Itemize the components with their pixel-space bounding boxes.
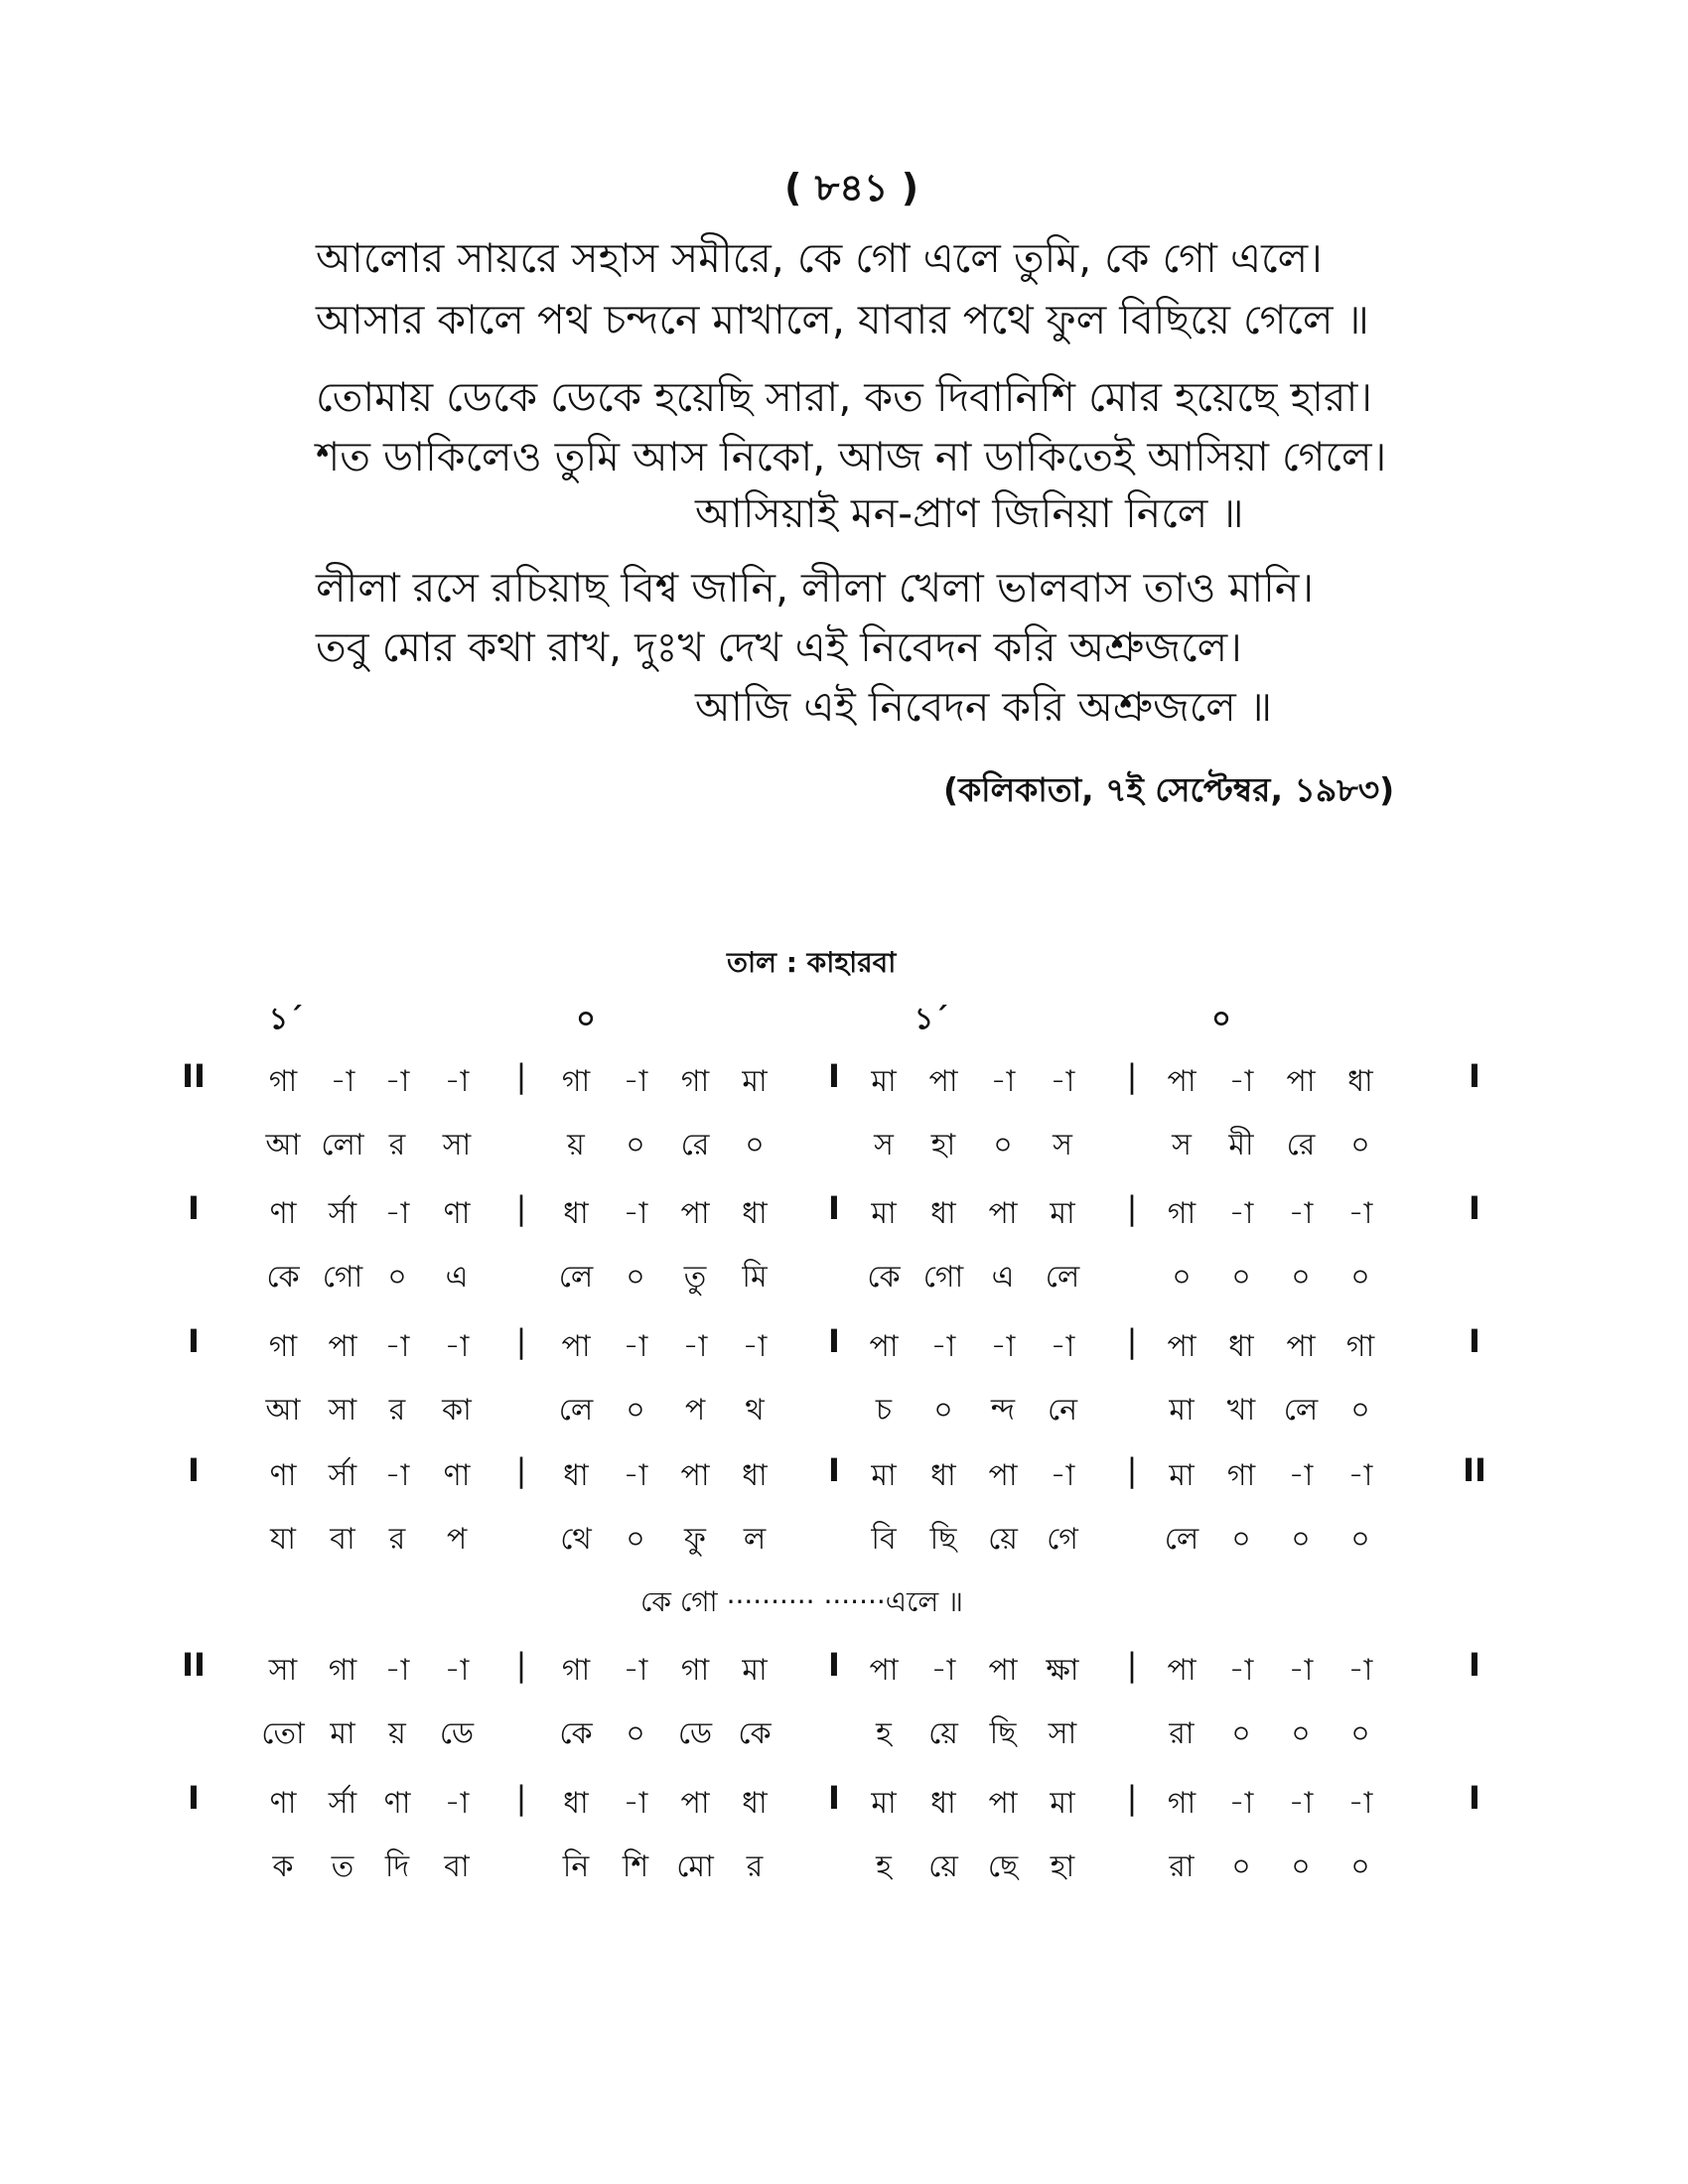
dateline: (কলিকাতা, ৭ই সেপ্টেম্বর, ১৯৮৩) <box>943 770 1395 809</box>
barline: | <box>515 1322 527 1360</box>
note-cell: -া <box>1347 1786 1373 1821</box>
note-cell: গা <box>561 1653 591 1688</box>
note-cell: -া <box>930 1329 956 1364</box>
syllable-cell: রে <box>1286 1128 1316 1162</box>
note-cell: -া <box>444 1786 470 1821</box>
syllable-cell: চ <box>875 1393 893 1428</box>
end-barline: I <box>1469 1057 1480 1095</box>
syllable-cell: ০ <box>933 1393 953 1428</box>
note-cell: গা <box>1226 1458 1256 1493</box>
syllable-cell: ছি <box>929 1522 957 1557</box>
syllable-cell: লো <box>321 1128 364 1162</box>
barline: I <box>828 1322 840 1360</box>
syllable-cell: প <box>684 1393 706 1428</box>
note-cell: -া <box>1288 1653 1314 1688</box>
syllable-cell: সা <box>328 1393 357 1428</box>
note-cell: পা <box>680 1196 710 1231</box>
syllable-cell: ০ <box>1350 1128 1370 1162</box>
note-cell: ণা <box>269 1786 297 1821</box>
note-cell: -া <box>990 1329 1016 1364</box>
syllable-cell: কে <box>867 1260 901 1295</box>
start-barline: I <box>188 1322 200 1360</box>
syllable-cell: ০ <box>1350 1716 1370 1751</box>
note-cell: -া <box>930 1653 956 1688</box>
note-cell: -া <box>1347 1196 1373 1231</box>
note-cell: মা <box>742 1653 768 1688</box>
note-cell: গা <box>561 1064 591 1099</box>
lyric-line: তবু মোর কথা রাখ, দুঃখ দেখ এই নিবেদন করি অশ্রুজলে। <box>316 623 1242 671</box>
syllable-cell: তো <box>261 1716 305 1751</box>
note-cell: -া <box>623 1786 648 1821</box>
barline: | <box>1126 1646 1138 1684</box>
note-cell: পা <box>1167 1329 1196 1364</box>
note-cell: গা <box>680 1653 710 1688</box>
syllable-cell: হা <box>1050 1849 1075 1884</box>
syllable-cell: গে <box>1047 1522 1078 1557</box>
syllable-cell: আ <box>265 1393 301 1428</box>
note-cell: পা <box>988 1786 1018 1821</box>
syllable-cell: ০ <box>1172 1260 1192 1295</box>
syllable-cell: ০ <box>1231 1716 1251 1751</box>
syllable-cell: হ <box>876 1716 892 1751</box>
start-barline: II <box>182 1646 206 1684</box>
syllable-cell: প <box>446 1522 468 1557</box>
syllable-cell: ০ <box>1291 1522 1311 1557</box>
end-barline: I <box>1469 1189 1480 1227</box>
start-barline: I <box>188 1779 200 1817</box>
syllable-cell: লে <box>1283 1393 1319 1428</box>
note-cell: ণা <box>383 1786 411 1821</box>
beat-mark: ০ <box>1211 1002 1231 1036</box>
end-barline: I <box>1469 1779 1480 1817</box>
note-cell: -া <box>444 1653 470 1688</box>
syllable-cell: বি <box>871 1522 897 1557</box>
note-cell: মা <box>742 1064 768 1099</box>
syllable-cell: ০ <box>626 1716 645 1751</box>
syllable-cell: মা <box>330 1716 355 1751</box>
syllable-cell: লে <box>1045 1260 1080 1295</box>
syllable-cell: ০ <box>1350 1849 1370 1884</box>
note-cell: ণা <box>269 1458 297 1493</box>
note-cell: ধা <box>930 1786 956 1821</box>
syllable-cell: লে <box>558 1260 594 1295</box>
note-cell: -া <box>1228 1786 1254 1821</box>
syllable-cell: ন্দ <box>990 1393 1016 1428</box>
note-cell: পা <box>328 1329 357 1364</box>
syllable-cell: খা <box>1226 1393 1256 1428</box>
syllable-cell: ০ <box>993 1128 1013 1162</box>
note-cell: -া <box>444 1329 470 1364</box>
syllable-cell: সা <box>1048 1716 1077 1751</box>
syllable-cell: ০ <box>1231 1260 1251 1295</box>
note-cell: পা <box>869 1653 899 1688</box>
barline: | <box>515 1646 527 1684</box>
note-cell: পা <box>988 1458 1018 1493</box>
start-barline: I <box>188 1189 200 1227</box>
syllable-cell: গো <box>922 1260 964 1295</box>
syllable-cell: ক <box>272 1849 294 1884</box>
syllable-cell: কে <box>559 1716 593 1751</box>
note-cell: ধা <box>742 1786 768 1821</box>
note-cell: -া <box>1228 1653 1254 1688</box>
barline: | <box>1126 1057 1138 1095</box>
note-cell: ক্ষা <box>1046 1653 1079 1688</box>
note-cell: পা <box>680 1458 710 1493</box>
note-cell: পা <box>1286 1329 1316 1364</box>
barline: | <box>1126 1189 1138 1227</box>
syllable-cell: ০ <box>626 1522 645 1557</box>
note-cell: -া <box>384 1064 410 1099</box>
note-cell: -া <box>1050 1329 1075 1364</box>
syllable-cell: গো <box>322 1260 363 1295</box>
syllable-cell: ০ <box>626 1128 645 1162</box>
note-cell: গা <box>1167 1786 1196 1821</box>
barline: | <box>515 1057 527 1095</box>
syllable-cell: বা <box>444 1849 470 1884</box>
syllable-cell: ০ <box>626 1393 645 1428</box>
note-cell: গা <box>1345 1329 1375 1364</box>
syllable-cell: ডে <box>677 1716 713 1751</box>
syllable-cell: ০ <box>387 1260 407 1295</box>
syllable-cell: এ <box>991 1260 1015 1295</box>
note-cell: -া <box>742 1329 768 1364</box>
syllable-cell: লে <box>1164 1522 1199 1557</box>
note-cell: ধা <box>563 1458 589 1493</box>
barline: I <box>828 1779 840 1817</box>
syllable-cell: মি <box>742 1260 768 1295</box>
beat-mark: ১´ <box>268 1002 304 1036</box>
syllable-cell: মো <box>676 1849 714 1884</box>
syllable-cell: র <box>388 1393 406 1428</box>
lyric-line: শত ডাকিলেও তুমি আস নিকো, আজ না ডাকিতেই আসিয়া গেলে। <box>316 433 1387 480</box>
syllable-cell: ০ <box>1291 1260 1311 1295</box>
start-barline: II <box>182 1057 206 1095</box>
note-cell: -া <box>384 1196 410 1231</box>
syllable-cell: য় <box>388 1716 406 1751</box>
syllable-cell: ০ <box>626 1260 645 1295</box>
note-cell: মা <box>871 1786 897 1821</box>
syllable-cell: য়ে <box>988 1522 1018 1557</box>
note-cell: র্সা <box>328 1196 357 1231</box>
note-cell: -া <box>623 1064 648 1099</box>
syllable-cell: স <box>1172 1128 1192 1162</box>
syllable-cell: কা <box>442 1393 472 1428</box>
note-cell: -া <box>1288 1458 1314 1493</box>
note-cell: -া <box>623 1196 648 1231</box>
barline: I <box>828 1451 840 1489</box>
barline: | <box>515 1779 527 1817</box>
syllable-cell: রা <box>1169 1849 1195 1884</box>
syllable-cell: তু <box>683 1260 707 1295</box>
note-cell: -া <box>1347 1458 1373 1493</box>
note-cell: ধা <box>1347 1064 1373 1099</box>
syllable-cell: শি <box>622 1849 649 1884</box>
start-barline: I <box>188 1451 200 1489</box>
syllable-cell: ০ <box>1231 1522 1251 1557</box>
note-cell: -া <box>1347 1653 1373 1688</box>
end-barline: I <box>1469 1322 1480 1360</box>
note-cell: -া <box>384 1653 410 1688</box>
syllable-cell: ০ <box>1291 1849 1311 1884</box>
syllable-cell: র <box>388 1128 406 1162</box>
note-cell: ণা <box>269 1196 297 1231</box>
note-cell: ধা <box>930 1458 956 1493</box>
syllable-cell: ০ <box>1350 1522 1370 1557</box>
syllable-cell: য় <box>567 1128 585 1162</box>
syllable-cell: ০ <box>1291 1716 1311 1751</box>
note-cell: -া <box>330 1064 355 1099</box>
note-cell: গা <box>328 1653 357 1688</box>
lyric-line: আসার কালে পথ চন্দনে মাখালে, যাবার পথে ফুল বিছিয়ে গেলে ॥ <box>316 296 1369 343</box>
note-cell: -া <box>384 1329 410 1364</box>
syllable-cell: ডে <box>439 1716 475 1751</box>
note-cell: পা <box>1167 1064 1196 1099</box>
page-number: ( ৮৪১ ) <box>784 166 919 209</box>
note-cell: পা <box>561 1329 591 1364</box>
syllable-cell: হ <box>876 1849 892 1884</box>
note-cell: -া <box>1228 1196 1254 1231</box>
note-cell: মা <box>1169 1458 1195 1493</box>
syllable-cell: য়ে <box>928 1849 958 1884</box>
syllable-cell: কে <box>738 1716 772 1751</box>
syllable-cell: লে <box>558 1393 594 1428</box>
note-cell: ধা <box>563 1786 589 1821</box>
syllable-cell: থ <box>745 1393 765 1428</box>
syllable-cell: এ <box>445 1260 469 1295</box>
barline: I <box>828 1057 840 1095</box>
note-cell: -া <box>623 1653 648 1688</box>
syllable-cell: ০ <box>1350 1393 1370 1428</box>
note-cell: পা <box>1286 1064 1316 1099</box>
syllable-cell: ০ <box>1231 1849 1251 1884</box>
syllable-cell: র <box>388 1522 406 1557</box>
syllable-cell: য়ে <box>928 1716 958 1751</box>
syllable-cell: সা <box>442 1128 472 1162</box>
barline: I <box>828 1189 840 1227</box>
tala-heading: তাল : কাহারবা <box>727 946 897 979</box>
note-cell: মা <box>871 1064 897 1099</box>
note-cell: -া <box>682 1329 708 1364</box>
syllable-cell: ০ <box>745 1128 765 1162</box>
syllable-cell: রা <box>1169 1716 1195 1751</box>
note-cell: পা <box>680 1786 710 1821</box>
syllable-cell: নি <box>562 1849 590 1884</box>
syllable-cell: নে <box>1047 1393 1078 1428</box>
note-cell: মা <box>1050 1786 1075 1821</box>
barline: | <box>515 1451 527 1489</box>
syllable-cell: ল <box>743 1522 767 1557</box>
note-cell: গা <box>268 1064 298 1099</box>
note-cell: -া <box>1228 1064 1254 1099</box>
note-cell: ধা <box>930 1196 956 1231</box>
syllable-cell: কে <box>266 1260 300 1295</box>
note-cell: -া <box>1050 1458 1075 1493</box>
note-cell: -া <box>1288 1786 1314 1821</box>
note-cell: মা <box>871 1458 897 1493</box>
note-cell: সা <box>268 1653 298 1688</box>
note-cell: মা <box>871 1196 897 1231</box>
note-cell: পা <box>988 1653 1018 1688</box>
note-cell: র্সা <box>328 1786 357 1821</box>
note-cell: পা <box>988 1196 1018 1231</box>
syllable-cell: রে <box>680 1128 710 1162</box>
note-cell: গা <box>1167 1196 1196 1231</box>
syllable-cell: আ <box>265 1128 301 1162</box>
lyric-line: আজি এই নিবেদন করি অশ্রুজলে ॥ <box>695 683 1273 731</box>
note-cell: ধা <box>563 1196 589 1231</box>
end-barline: I <box>1469 1646 1480 1684</box>
note-cell: -া <box>1050 1064 1075 1099</box>
note-cell: -া <box>990 1064 1016 1099</box>
syllable-cell: ফু <box>684 1522 706 1557</box>
syllable-cell: হা <box>930 1128 956 1162</box>
beat-mark: ০ <box>576 1002 596 1036</box>
note-cell: গা <box>680 1064 710 1099</box>
note-cell: ধা <box>1228 1329 1254 1364</box>
refrain-line: কে গো ·········· ·······এলে ॥ <box>640 1585 963 1618</box>
note-cell: পা <box>1167 1653 1196 1688</box>
note-cell: -া <box>623 1329 648 1364</box>
note-cell: -া <box>1288 1196 1314 1231</box>
lyric-line: তোমায় ডেকে ডেকে হয়েছি সারা, কত দিবানিশি মোর হয়েছে হারা। <box>316 373 1372 421</box>
lyric-line: আলোর সায়রে সহাস সমীরে, কে গো এলে তুমি, কে গো এলে। <box>316 234 1323 282</box>
syllable-cell: ছে <box>987 1849 1019 1884</box>
note-cell: ণা <box>443 1458 471 1493</box>
barline: | <box>515 1189 527 1227</box>
barline: | <box>1126 1779 1138 1817</box>
barline: | <box>1126 1322 1138 1360</box>
note-cell: ধা <box>742 1458 768 1493</box>
note-cell: ধা <box>742 1196 768 1231</box>
note-cell: মা <box>1050 1196 1075 1231</box>
syllable-cell: মা <box>1169 1393 1195 1428</box>
syllable-cell: ছি <box>989 1716 1017 1751</box>
note-cell: পা <box>869 1329 899 1364</box>
syllable-cell: দি <box>384 1849 410 1884</box>
note-cell: গা <box>268 1329 298 1364</box>
note-cell: পা <box>928 1064 958 1099</box>
barline: I <box>828 1646 840 1684</box>
syllable-cell: বা <box>330 1522 355 1557</box>
beat-mark: ১´ <box>914 1002 949 1036</box>
note-cell: -া <box>623 1458 648 1493</box>
syllable-cell: স <box>1053 1128 1072 1162</box>
syllable-cell: থে <box>560 1522 592 1557</box>
barline: | <box>1126 1451 1138 1489</box>
note-cell: -া <box>444 1064 470 1099</box>
end-barline: II <box>1463 1451 1486 1489</box>
syllable-cell: র <box>746 1849 764 1884</box>
syllable-cell: ত <box>331 1849 354 1884</box>
syllable-cell: ০ <box>1350 1260 1370 1295</box>
syllable-cell: মী <box>1228 1128 1254 1162</box>
syllable-cell: স <box>874 1128 894 1162</box>
syllable-cell: যা <box>270 1522 296 1557</box>
lyric-line: লীলা রসে রচিয়াছ বিশ্ব জানি, লীলা খেলা ভালবাস তাও মানি। <box>316 564 1315 612</box>
note-cell: ণা <box>443 1196 471 1231</box>
note-cell: -া <box>384 1458 410 1493</box>
lyric-line: আসিয়াই মন-প্রাণ জিনিয়া নিলে ॥ <box>695 489 1244 537</box>
note-cell: র্সা <box>328 1458 357 1493</box>
